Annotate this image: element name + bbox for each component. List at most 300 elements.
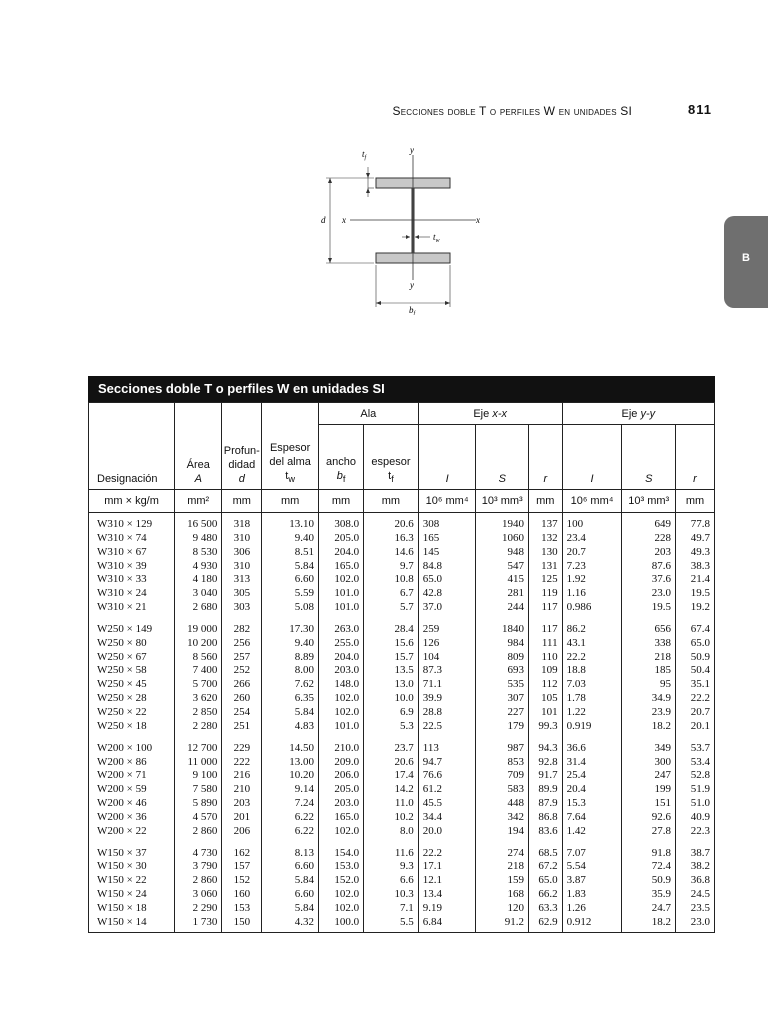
value-cell: 7.03 <box>562 678 622 692</box>
table-row <box>89 546 715 560</box>
value-cell: 153 <box>222 902 262 916</box>
col-S-y: S <box>622 425 676 490</box>
value-cell: 110 <box>528 651 562 665</box>
value-cell: 101 <box>528 706 562 720</box>
table-row <box>89 692 715 706</box>
value-cell: 185 <box>622 664 676 678</box>
value-cell: 1940 <box>476 513 529 532</box>
value-cell: 53.4 <box>676 756 715 770</box>
value-cell: 24.7 <box>622 902 676 916</box>
value-cell: 218 <box>476 860 529 874</box>
value-cell: 84.8 <box>418 560 476 574</box>
value-cell: 206.0 <box>318 769 363 783</box>
value-cell: 6.6 <box>364 874 419 888</box>
value-cell: 162 <box>222 841 262 861</box>
value-cell: 22.2 <box>418 841 476 861</box>
value-cell: 2 280 <box>175 720 222 736</box>
value-cell: 53.7 <box>676 736 715 756</box>
value-cell: 9 480 <box>175 532 222 546</box>
value-cell: 16.3 <box>364 532 419 546</box>
value-cell: 10.20 <box>262 769 319 783</box>
value-cell: 130 <box>528 546 562 560</box>
value-cell: 112 <box>528 678 562 692</box>
value-cell: 102.0 <box>318 706 363 720</box>
x-left-label: x <box>342 215 346 225</box>
value-cell: 91.2 <box>476 916 529 932</box>
value-cell: 300 <box>622 756 676 770</box>
designation-cell: W200 × 46 <box>89 797 175 811</box>
value-cell: 5 890 <box>175 797 222 811</box>
value-cell: 5.08 <box>262 601 319 617</box>
designation-cell: W310 × 24 <box>89 587 175 601</box>
value-cell: 50.9 <box>622 874 676 888</box>
value-cell: 204.0 <box>318 651 363 665</box>
d-label: d <box>321 215 326 225</box>
value-cell: 95 <box>622 678 676 692</box>
value-cell: 101.0 <box>318 587 363 601</box>
table-row <box>89 888 715 902</box>
value-cell: 94.7 <box>418 756 476 770</box>
table-row <box>89 825 715 841</box>
value-cell: 6.60 <box>262 888 319 902</box>
value-cell: 102.0 <box>318 692 363 706</box>
running-title: Secciones doble T o perfiles W en unidades SI <box>392 104 632 118</box>
value-cell: 19.2 <box>676 601 715 617</box>
w-section-diagram <box>318 145 493 315</box>
value-cell: 36.8 <box>676 874 715 888</box>
value-cell: 18.8 <box>562 664 622 678</box>
value-cell: 125 <box>528 573 562 587</box>
group-header-row <box>89 403 715 425</box>
value-cell: 3 620 <box>175 692 222 706</box>
value-cell: 257 <box>222 651 262 665</box>
value-cell: 306 <box>222 546 262 560</box>
col-I-y: I <box>562 425 622 490</box>
value-cell: 338 <box>622 637 676 651</box>
col-profundidad: Profun- didad d <box>222 425 262 490</box>
designation-cell: W250 × 149 <box>89 617 175 637</box>
value-cell: 20.6 <box>364 756 419 770</box>
table-row <box>89 573 715 587</box>
table-row <box>89 678 715 692</box>
group-ala: Ala <box>318 403 418 425</box>
designation-cell: W310 × 39 <box>89 560 175 574</box>
group-eje-xx: Eje x-x <box>418 403 562 425</box>
value-cell: 38.7 <box>676 841 715 861</box>
table-row <box>89 532 715 546</box>
value-cell: 203 <box>222 797 262 811</box>
value-cell: 165.0 <box>318 811 363 825</box>
appendix-tab <box>724 216 768 308</box>
designation-cell: W250 × 80 <box>89 637 175 651</box>
value-cell: 1.92 <box>562 573 622 587</box>
value-cell: 6.7 <box>364 587 419 601</box>
table-row <box>89 783 715 797</box>
table-row <box>89 736 715 756</box>
value-cell: 19.5 <box>622 601 676 617</box>
value-cell: 303 <box>222 601 262 617</box>
unit-cell: mm × kg/m <box>89 490 175 513</box>
value-cell: 91.8 <box>622 841 676 861</box>
value-cell: 65.0 <box>676 637 715 651</box>
value-cell: 199 <box>622 783 676 797</box>
value-cell: 7 580 <box>175 783 222 797</box>
value-cell: 10 200 <box>175 637 222 651</box>
value-cell: 6.35 <box>262 692 319 706</box>
value-cell: 92.6 <box>622 811 676 825</box>
value-cell: 2 850 <box>175 706 222 720</box>
value-cell: 5.84 <box>262 706 319 720</box>
col-I-x: I <box>418 425 476 490</box>
value-cell: 101.0 <box>318 601 363 617</box>
value-cell: 109 <box>528 664 562 678</box>
value-cell: 12.1 <box>418 874 476 888</box>
table-row <box>89 720 715 736</box>
value-cell: 693 <box>476 664 529 678</box>
tw-label: $t_w$ <box>433 232 440 244</box>
value-cell: 10.8 <box>364 573 419 587</box>
value-cell: 14.2 <box>364 783 419 797</box>
value-cell: 102.0 <box>318 902 363 916</box>
value-cell: 165 <box>418 532 476 546</box>
table-row <box>89 860 715 874</box>
value-cell: 23.0 <box>676 916 715 932</box>
value-cell: 20.4 <box>562 783 622 797</box>
designation-cell: W150 × 18 <box>89 902 175 916</box>
value-cell: 3 790 <box>175 860 222 874</box>
designation-cell: W150 × 14 <box>89 916 175 932</box>
col-ancho: ancho $b_f$ <box>318 425 363 490</box>
value-cell: 16 500 <box>175 513 222 532</box>
value-cell: 547 <box>476 560 529 574</box>
value-cell: 4 570 <box>175 811 222 825</box>
value-cell: 8.89 <box>262 651 319 665</box>
value-cell: 9.40 <box>262 637 319 651</box>
value-cell: 3 060 <box>175 888 222 902</box>
appendix-tab-label: B <box>742 252 750 264</box>
value-cell: 102.0 <box>318 573 363 587</box>
value-cell: 27.8 <box>622 825 676 841</box>
unit-cell: 10³ mm³ <box>476 490 529 513</box>
value-cell: 71.1 <box>418 678 476 692</box>
value-cell: 50.9 <box>676 651 715 665</box>
value-cell: 20.6 <box>364 513 419 532</box>
value-cell: 38.3 <box>676 560 715 574</box>
col-r-y: r <box>676 425 715 490</box>
table-row <box>89 587 715 601</box>
value-cell: 52.8 <box>676 769 715 783</box>
value-cell: 308.0 <box>318 513 363 532</box>
value-cell: 205.0 <box>318 532 363 546</box>
value-cell: 18.2 <box>622 916 676 932</box>
value-cell: 5.54 <box>562 860 622 874</box>
value-cell: 1.22 <box>562 706 622 720</box>
unit-cell: mm <box>318 490 363 513</box>
value-cell: 14.50 <box>262 736 319 756</box>
value-cell: 15.3 <box>562 797 622 811</box>
col-r-x: r <box>528 425 562 490</box>
value-cell: 987 <box>476 736 529 756</box>
value-cell: 11.0 <box>364 797 419 811</box>
value-cell: 1060 <box>476 532 529 546</box>
value-cell: 67.2 <box>528 860 562 874</box>
value-cell: 15.6 <box>364 637 419 651</box>
value-cell: 10.2 <box>364 811 419 825</box>
value-cell: 151 <box>622 797 676 811</box>
value-cell: 216 <box>222 769 262 783</box>
value-cell: 2 860 <box>175 874 222 888</box>
value-cell: 307 <box>476 692 529 706</box>
value-cell: 51.0 <box>676 797 715 811</box>
value-cell: 313 <box>222 573 262 587</box>
value-cell: 247 <box>622 769 676 783</box>
value-cell: 99.3 <box>528 720 562 736</box>
value-cell: 113 <box>418 736 476 756</box>
designation-cell: W310 × 21 <box>89 601 175 617</box>
value-cell: 266 <box>222 678 262 692</box>
value-cell: 17.1 <box>418 860 476 874</box>
value-cell: 0.919 <box>562 720 622 736</box>
page-header <box>0 104 768 124</box>
value-cell: 1.16 <box>562 587 622 601</box>
value-cell: 8.13 <box>262 841 319 861</box>
value-cell: 254 <box>222 706 262 720</box>
value-cell: 0.986 <box>562 601 622 617</box>
value-cell: 38.2 <box>676 860 715 874</box>
value-cell: 2 290 <box>175 902 222 916</box>
designation-cell: W200 × 59 <box>89 783 175 797</box>
value-cell: 51.9 <box>676 783 715 797</box>
value-cell: 102.0 <box>318 888 363 902</box>
value-cell: 305 <box>222 587 262 601</box>
designation-cell: W310 × 33 <box>89 573 175 587</box>
value-cell: 255.0 <box>318 637 363 651</box>
value-cell: 39.9 <box>418 692 476 706</box>
table-row <box>89 756 715 770</box>
unit-cell: 10³ mm³ <box>622 490 676 513</box>
value-cell: 77.8 <box>676 513 715 532</box>
value-cell: 13.5 <box>364 664 419 678</box>
value-cell: 7.24 <box>262 797 319 811</box>
value-cell: 0.912 <box>562 916 622 932</box>
value-cell: 9.14 <box>262 783 319 797</box>
value-cell: 259 <box>418 617 476 637</box>
value-cell: 11 000 <box>175 756 222 770</box>
value-cell: 809 <box>476 651 529 665</box>
designation-cell: W150 × 30 <box>89 860 175 874</box>
value-cell: 448 <box>476 797 529 811</box>
value-cell: 203.0 <box>318 797 363 811</box>
value-cell: 274 <box>476 841 529 861</box>
value-cell: 28.8 <box>418 706 476 720</box>
value-cell: 206 <box>222 825 262 841</box>
value-cell: 4 930 <box>175 560 222 574</box>
value-cell: 94.3 <box>528 736 562 756</box>
designation-cell: W150 × 37 <box>89 841 175 861</box>
value-cell: 229 <box>222 736 262 756</box>
value-cell: 8.00 <box>262 664 319 678</box>
value-cell: 102.0 <box>318 825 363 841</box>
designation-cell: W150 × 22 <box>89 874 175 888</box>
col-S-x: S <box>476 425 529 490</box>
table-row <box>89 902 715 916</box>
value-cell: 72.4 <box>622 860 676 874</box>
value-cell: 50.4 <box>676 664 715 678</box>
value-cell: 415 <box>476 573 529 587</box>
value-cell: 160 <box>222 888 262 902</box>
value-cell: 137 <box>528 513 562 532</box>
value-cell: 4.83 <box>262 720 319 736</box>
designation-cell: W250 × 28 <box>89 692 175 706</box>
value-cell: 8 560 <box>175 651 222 665</box>
value-cell: 251 <box>222 720 262 736</box>
value-cell: 23.4 <box>562 532 622 546</box>
value-cell: 21.4 <box>676 573 715 587</box>
value-cell: 8 530 <box>175 546 222 560</box>
value-cell: 244 <box>476 601 529 617</box>
value-cell: 583 <box>476 783 529 797</box>
value-cell: 281 <box>476 587 529 601</box>
value-cell: 228 <box>622 532 676 546</box>
table-row <box>89 769 715 783</box>
value-cell: 5 700 <box>175 678 222 692</box>
value-cell: 535 <box>476 678 529 692</box>
value-cell: 9.40 <box>262 532 319 546</box>
x-right-label: x <box>476 215 480 225</box>
value-cell: 7.1 <box>364 902 419 916</box>
value-cell: 310 <box>222 560 262 574</box>
value-cell: 7.64 <box>562 811 622 825</box>
unit-cell: mm² <box>175 490 222 513</box>
value-cell: 20.0 <box>418 825 476 841</box>
value-cell: 318 <box>222 513 262 532</box>
unit-cell: mm <box>222 490 262 513</box>
value-cell: 92.8 <box>528 756 562 770</box>
value-cell: 111 <box>528 637 562 651</box>
value-cell: 157 <box>222 860 262 874</box>
value-cell: 5.84 <box>262 902 319 916</box>
table-row <box>89 706 715 720</box>
value-cell: 35.1 <box>676 678 715 692</box>
value-cell: 150 <box>222 916 262 932</box>
value-cell: 153.0 <box>318 860 363 874</box>
value-cell: 100 <box>562 513 622 532</box>
value-cell: 63.3 <box>528 902 562 916</box>
value-cell: 15.7 <box>364 651 419 665</box>
table-row <box>89 797 715 811</box>
designation-cell: W200 × 86 <box>89 756 175 770</box>
value-cell: 23.0 <box>622 587 676 601</box>
page-number: 811 <box>688 102 712 117</box>
value-cell: 17.4 <box>364 769 419 783</box>
value-cell: 205.0 <box>318 783 363 797</box>
value-cell: 6.84 <box>418 916 476 932</box>
value-cell: 168 <box>476 888 529 902</box>
value-cell: 36.6 <box>562 736 622 756</box>
designation-cell: W250 × 58 <box>89 664 175 678</box>
value-cell: 6.9 <box>364 706 419 720</box>
value-cell: 948 <box>476 546 529 560</box>
value-cell: 209.0 <box>318 756 363 770</box>
value-cell: 263.0 <box>318 617 363 637</box>
col-espesor-alma: Espesor del alma $t_w$ <box>262 425 319 490</box>
value-cell: 14.6 <box>364 546 419 560</box>
value-cell: 23.7 <box>364 736 419 756</box>
value-cell: 65.0 <box>528 874 562 888</box>
value-cell: 853 <box>476 756 529 770</box>
table-row <box>89 651 715 665</box>
bf-label: $b_f$ <box>409 305 416 315</box>
value-cell: 210.0 <box>318 736 363 756</box>
designation-cell: W250 × 22 <box>89 706 175 720</box>
table-body <box>89 513 715 933</box>
value-cell: 20.1 <box>676 720 715 736</box>
value-cell: 222 <box>222 756 262 770</box>
value-cell: 37.0 <box>418 601 476 617</box>
table-row <box>89 664 715 678</box>
value-cell: 145 <box>418 546 476 560</box>
value-cell: 1.42 <box>562 825 622 841</box>
tf-label: $t_f$ <box>362 149 367 161</box>
value-cell: 19 000 <box>175 617 222 637</box>
value-cell: 104 <box>418 651 476 665</box>
value-cell: 310 <box>222 532 262 546</box>
value-cell: 6.60 <box>262 860 319 874</box>
table-row <box>89 617 715 637</box>
value-cell: 4 730 <box>175 841 222 861</box>
value-cell: 6.22 <box>262 825 319 841</box>
value-cell: 24.5 <box>676 888 715 902</box>
value-cell: 203.0 <box>318 664 363 678</box>
table-row <box>89 841 715 861</box>
value-cell: 649 <box>622 513 676 532</box>
value-cell: 7.07 <box>562 841 622 861</box>
value-cell: 62.9 <box>528 916 562 932</box>
value-cell: 194 <box>476 825 529 841</box>
value-cell: 49.7 <box>676 532 715 546</box>
value-cell: 20.7 <box>562 546 622 560</box>
table-row <box>89 916 715 932</box>
col-area: Área A <box>175 425 222 490</box>
value-cell: 252 <box>222 664 262 678</box>
value-cell: 3.87 <box>562 874 622 888</box>
unit-cell: mm <box>364 490 419 513</box>
value-cell: 13.0 <box>364 678 419 692</box>
value-cell: 5.5 <box>364 916 419 932</box>
table-row <box>89 874 715 888</box>
value-cell: 9.3 <box>364 860 419 874</box>
value-cell: 17.30 <box>262 617 319 637</box>
value-cell: 8.0 <box>364 825 419 841</box>
designation-cell: W150 × 24 <box>89 888 175 902</box>
value-cell: 66.2 <box>528 888 562 902</box>
value-cell: 35.9 <box>622 888 676 902</box>
value-cell: 13.10 <box>262 513 319 532</box>
unit-cell: 10⁶ mm⁴ <box>562 490 622 513</box>
value-cell: 9 100 <box>175 769 222 783</box>
value-cell: 28.4 <box>364 617 419 637</box>
designation-cell: W200 × 22 <box>89 825 175 841</box>
value-cell: 218 <box>622 651 676 665</box>
value-cell: 6.60 <box>262 573 319 587</box>
value-cell: 23.9 <box>622 706 676 720</box>
value-cell: 159 <box>476 874 529 888</box>
value-cell: 23.5 <box>676 902 715 916</box>
value-cell: 9.19 <box>418 902 476 916</box>
table-row <box>89 513 715 532</box>
value-cell: 152.0 <box>318 874 363 888</box>
value-cell: 86.2 <box>562 617 622 637</box>
